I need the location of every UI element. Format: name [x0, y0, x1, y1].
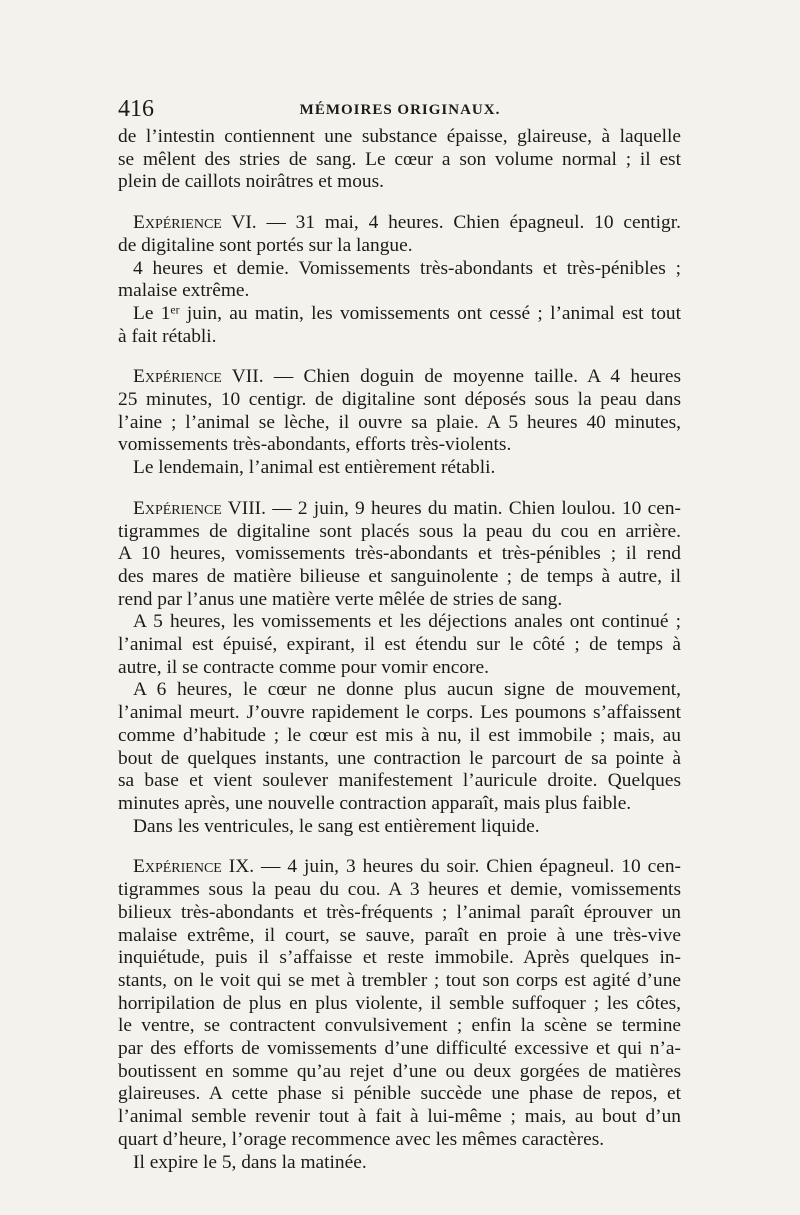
- text-line: boutissent en somme qu’au rejet d’une ou deux gorgées de matières: [118, 1060, 681, 1082]
- text-line: Expérience VII. — Chien doguin de moyenne taille. A 4 heures: [133, 366, 681, 388]
- text-line: Le lendemain, l’animal est entièrement rétabli.: [133, 457, 496, 479]
- text-line: à fait rétabli.: [118, 325, 217, 347]
- text-line: glaireuses. A cette phase si pénible succède une phase de repos, et: [118, 1083, 681, 1105]
- body-text: [118, 126, 681, 1174]
- text-line: Il expire le 5, dans la matinée.: [133, 1151, 367, 1173]
- text-line: le ventre, se contractent convulsivement ; enfin la scène se termine: [118, 1015, 681, 1037]
- text-line: vomissements très-abondants, efforts très-violents.: [118, 434, 512, 456]
- text-line: l’animal semble revenir tout à fait à lui-même ; mais, au bout d’un: [118, 1106, 681, 1128]
- text-line: stants, on le voit qui se met à trembler ; tout son corps est agité d’une: [118, 969, 681, 991]
- text-line: 25 minutes, 10 centigr. de digitaline sont déposés sous la peau dans: [118, 389, 681, 411]
- text-line: malaise extrême.: [118, 280, 250, 302]
- text-line: quart d’heure, l’orage recommence avec les mêmes caractères.: [118, 1128, 605, 1150]
- text-line: bilieux très-abondants et très-fréquents ; l’animal paraît éprouver un: [118, 901, 681, 923]
- text-line: rend par l’anus une matière verte mêlée de stries de sang.: [118, 588, 563, 610]
- text-line: inquiétude, puis il s’affaisse et reste immobile. Après quelques in-: [118, 947, 681, 969]
- experiment-label: Expérience VI.: [133, 212, 257, 234]
- text-line: Dans les ventricules, le sang est entièrement liquide.: [133, 815, 540, 837]
- experiment-label: Expérience VII.: [133, 366, 264, 388]
- text-line: horripilation de plus en plus violente, il semble suffoquer ; les côtes,: [118, 992, 681, 1014]
- text-line: l’animal est épuisé, expirant, il est étendu sur le côté ; de temps à: [118, 634, 681, 656]
- text-line: plein de caillots noirâtres et mous.: [118, 171, 385, 193]
- text-line: se mêlent des stries de sang. Le cœur a son volume normal ; il est: [118, 148, 681, 170]
- text-line: Expérience VI. — 31 mai, 4 heures. Chien épagneul. 10 centigr.: [133, 212, 681, 234]
- text-line: Expérience VIII. — 2 juin, 9 heures du matin. Chien loulou. 10 cen-: [133, 497, 681, 519]
- text-line: A 5 heures, les vomissements et les déjections anales ont continué ;: [133, 611, 681, 633]
- text-line: 4 heures et demie. Vomissements très-abondants et très-pénibles ;: [133, 257, 681, 279]
- text-line: de digitaline sont portés sur la langue.: [118, 234, 413, 256]
- text-line: sa base et vient soulever manifestement l’auricule droite. Quelques: [118, 770, 681, 792]
- experiment-label: Expérience VIII.: [133, 497, 266, 519]
- page-header: [118, 96, 682, 126]
- text-line: tigrammes de digitaline sont placés sous la peau du cou en arrière.: [118, 520, 681, 542]
- text-line: de l’intestin contiennent une substance épaisse, glaireuse, à laquelle: [118, 126, 681, 147]
- text-line: par des efforts de vomissements d’une difficulté excessive et qui n’a-: [118, 1038, 681, 1060]
- text-line: autre, il se contracte comme pour vomir encore.: [118, 656, 489, 678]
- text-line: A 10 heures, vomissements très-abondants et très-pénibles ; il rend: [118, 543, 681, 565]
- text-line: bout de quelques instants, une contraction le parcourt de sa pointe à: [118, 747, 681, 769]
- text-line: minutes après, une nouvelle contraction apparaît, mais plus faible.: [118, 792, 632, 814]
- text-line: des mares de matière bilieuse et sanguinolente ; de temps à autre, il: [118, 565, 681, 587]
- text-line: l’aine ; l’animal se lèche, il ouvre sa plaie. A 5 heures 40 minutes,: [118, 411, 681, 433]
- text-line: malaise extrême, il court, se sauve, paraît en proie à une très-vive: [118, 924, 681, 946]
- text-line: comme d’habitude ; le cœur est mis à nu, il est immobile ; mais, au: [118, 724, 681, 746]
- text-line: Expérience IX. — 4 juin, 3 heures du soir. Chien épagneul. 10 cen-: [133, 856, 681, 878]
- text-line: l’animal meurt. J’ouvre rapidement le corps. Les poumons s’affaissent: [118, 702, 681, 724]
- text-line: Le 1ᵉʳ juin, au matin, les vomissements ont cessé ; l’animal est tout: [133, 302, 681, 324]
- text-line: A 6 heures, le cœur ne donne plus aucun signe de mouvement,: [133, 679, 681, 701]
- running-head: MÉMOIRES ORIGINAUX.: [299, 102, 501, 118]
- text-line: tigrammes sous la peau du cou. A 3 heures et demie, vomissements: [118, 879, 681, 901]
- experiment-label: Expérience IX.: [133, 856, 255, 878]
- page-number: 416: [118, 96, 154, 122]
